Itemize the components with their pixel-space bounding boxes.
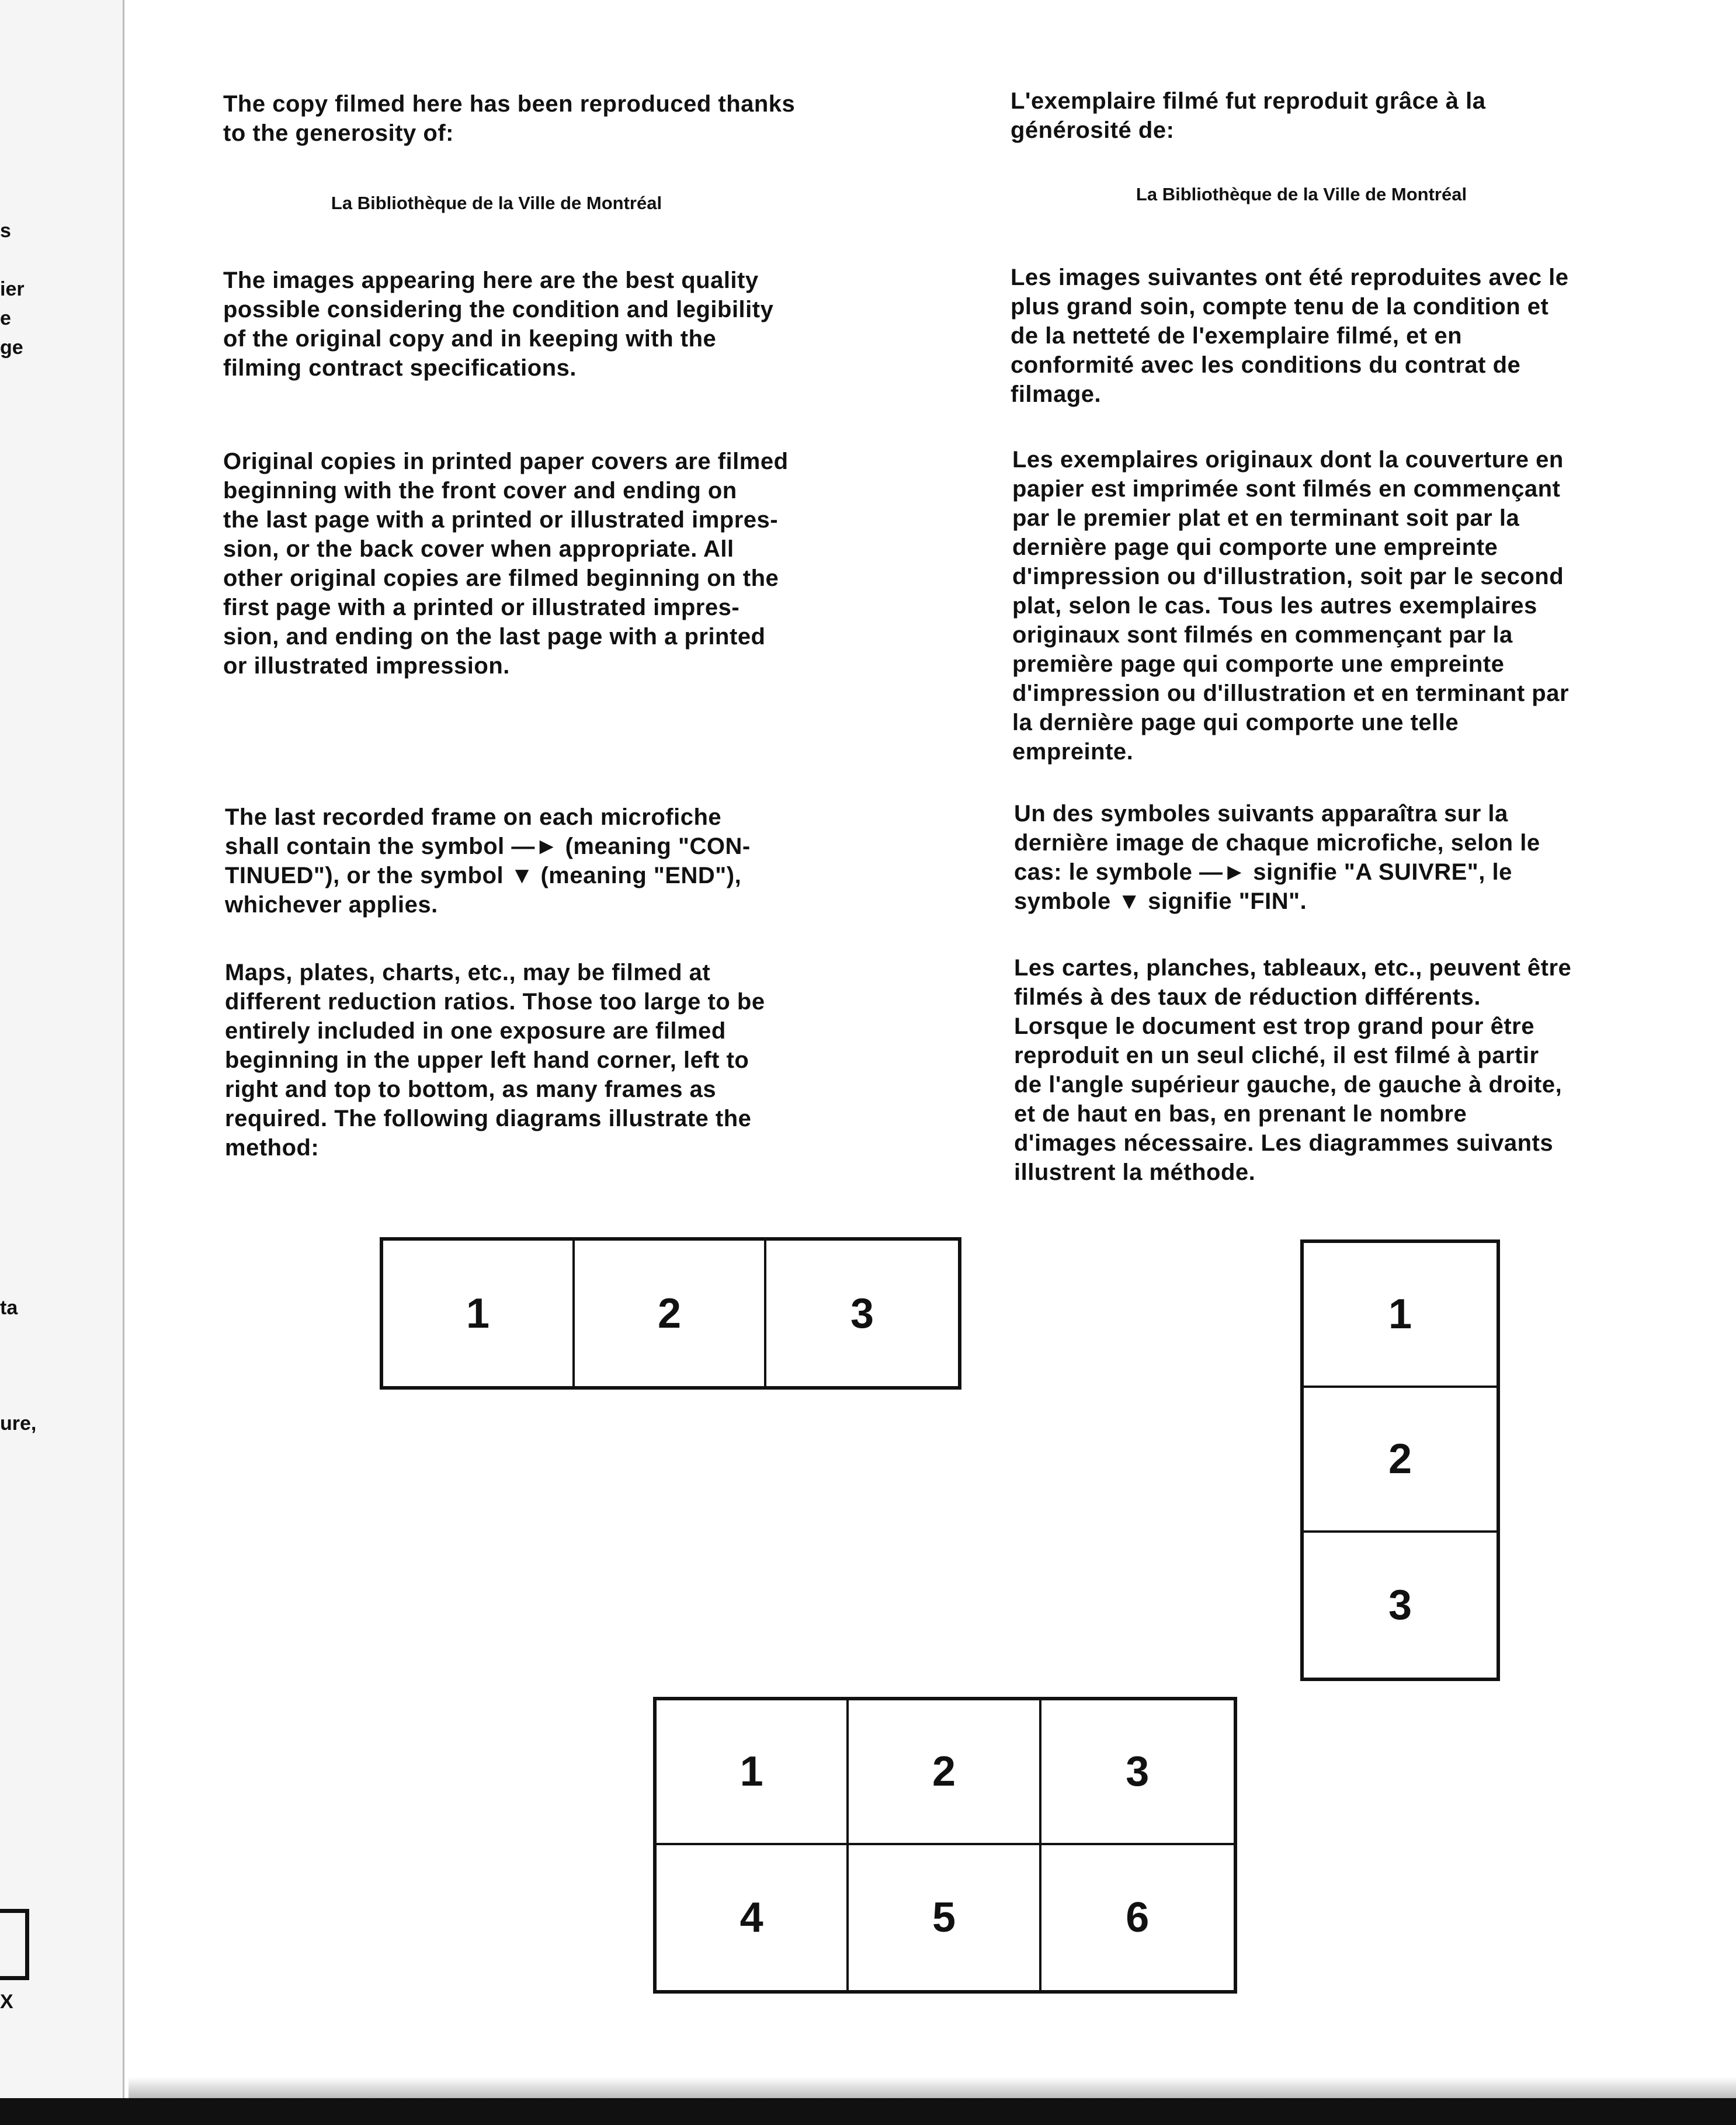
- prev-page-fragment: ta: [0, 1297, 18, 1319]
- english-maps-paragraph: Maps, plates, charts, etc., may be filmed at different reduction ratios. Those too large to be entirely included in one exposure are filmed beginning in the upper left hand corner, left to right and top to bottom, as many frames as required. The following diagrams illustrate the method:: [225, 960, 765, 1161]
- english-quality-paragraph: The images appearing here are the best quality possible considering the condition and legibility of the original copy and in keeping with the filming contract specifications.: [223, 268, 774, 381]
- diagram-grid-2x3: [653, 1697, 1237, 1994]
- prev-page-fragment: ure,: [0, 1412, 37, 1435]
- prev-page-fragment: ge: [0, 336, 23, 359]
- french-quality-paragraph: Les images suivantes ont été reproduites avec le plus grand soin, compte tenu de la condition et de la netteté de l'exemplaire filmé, et en conformité avec les conditions du contrat de filmage.: [1011, 265, 1569, 407]
- diagram-frame: 3: [1041, 1700, 1234, 1845]
- diagram-frame: 6: [1126, 1894, 1150, 1941]
- diagram-frame: 1: [657, 1700, 849, 1845]
- prev-page-fragment: s: [0, 220, 11, 242]
- diagram-frame: 5: [849, 1845, 1041, 1990]
- french-intro: L'exemplaire filmé fut reproduit grâce à la générosité de:: [1011, 88, 1486, 143]
- diagram-vertical: [1300, 1239, 1500, 1681]
- diagram-frame: 2: [575, 1241, 766, 1386]
- diagram-frame: 2: [849, 1700, 1041, 1845]
- english-library-name: La Bibliothèque de la Ville de Montréal: [331, 193, 662, 213]
- french-maps-paragraph: Les cartes, planches, tableaux, etc., peuvent être filmés à des taux de réduction différents. Lorsque le document est trop grand pour être reproduit en un seul cliché, il est filmé à partir de l'angle supérieur gauche, de gauche à droite, et de haut en bas, en prenant le nombre d'images nécessaire. Les diagrammes suivants illustrent la méthode.: [1014, 955, 1572, 1185]
- diagram-frame: 2: [1304, 1388, 1497, 1533]
- diagram-frame: 1: [1304, 1243, 1497, 1388]
- scan-bottom-fringe: [129, 2077, 1736, 2098]
- french-symbols-paragraph: Un des symboles suivants apparaîtra sur la dernière image de chaque microfiche, selon le cas: le symbole —► signifie "A SUIVRE", le symbole ▼ signifie "FIN".: [1014, 801, 1540, 914]
- english-intro: The copy filmed here has been reproduced thanks to the generosity of:: [223, 91, 796, 146]
- scan-bottom-border: [0, 2098, 1736, 2125]
- french-originals-paragraph: Les exemplaires originaux dont la couverture en papier est imprimée sont filmés en commençant par le premier plat et en terminant soit par la dernière page qui comporte une empreinte d'impression ou d'illustration, soit par le second plat, selon le cas. Tous les autres exemplaires originaux sont filmés en commençant par la première page qui comporte une empreinte d'impression ou d'illustration et en terminant par la dernière page qui comporte une telle empreinte.: [1012, 447, 1570, 765]
- previous-page-strip: [0, 0, 124, 2103]
- diagram-frame: 3: [1388, 1582, 1412, 1629]
- prev-page-fragment: e: [0, 307, 11, 329]
- diagram-frame: 1: [383, 1241, 575, 1386]
- prev-page-fragment: ier: [0, 278, 25, 300]
- french-library-name: La Bibliothèque de la Ville de Montréal: [1136, 184, 1467, 204]
- english-originals-paragraph: Original copies in printed paper covers are filmed beginning with the front cover and ending on the last page with a printed or illustrated impres- sion, or the back cover when appropriate. All other original copies are filmed beginning on the first page with a printed or illustrated impres- sion, and ending on the last page with a printed or illustrated impression.: [223, 449, 789, 679]
- prev-page-box: [0, 1909, 29, 1980]
- diagram-frame: 4: [657, 1845, 849, 1990]
- diagram-frame: 3: [850, 1290, 874, 1337]
- diagram-horizontal: [380, 1237, 961, 1390]
- prev-page-fragment: X: [0, 1991, 13, 2013]
- english-symbols-paragraph: The last recorded frame on each microfiche shall contain the symbol —► (meaning "CON- TINUED"), or the symbol ▼ (meaning "END"), whichever applies.: [225, 804, 751, 918]
